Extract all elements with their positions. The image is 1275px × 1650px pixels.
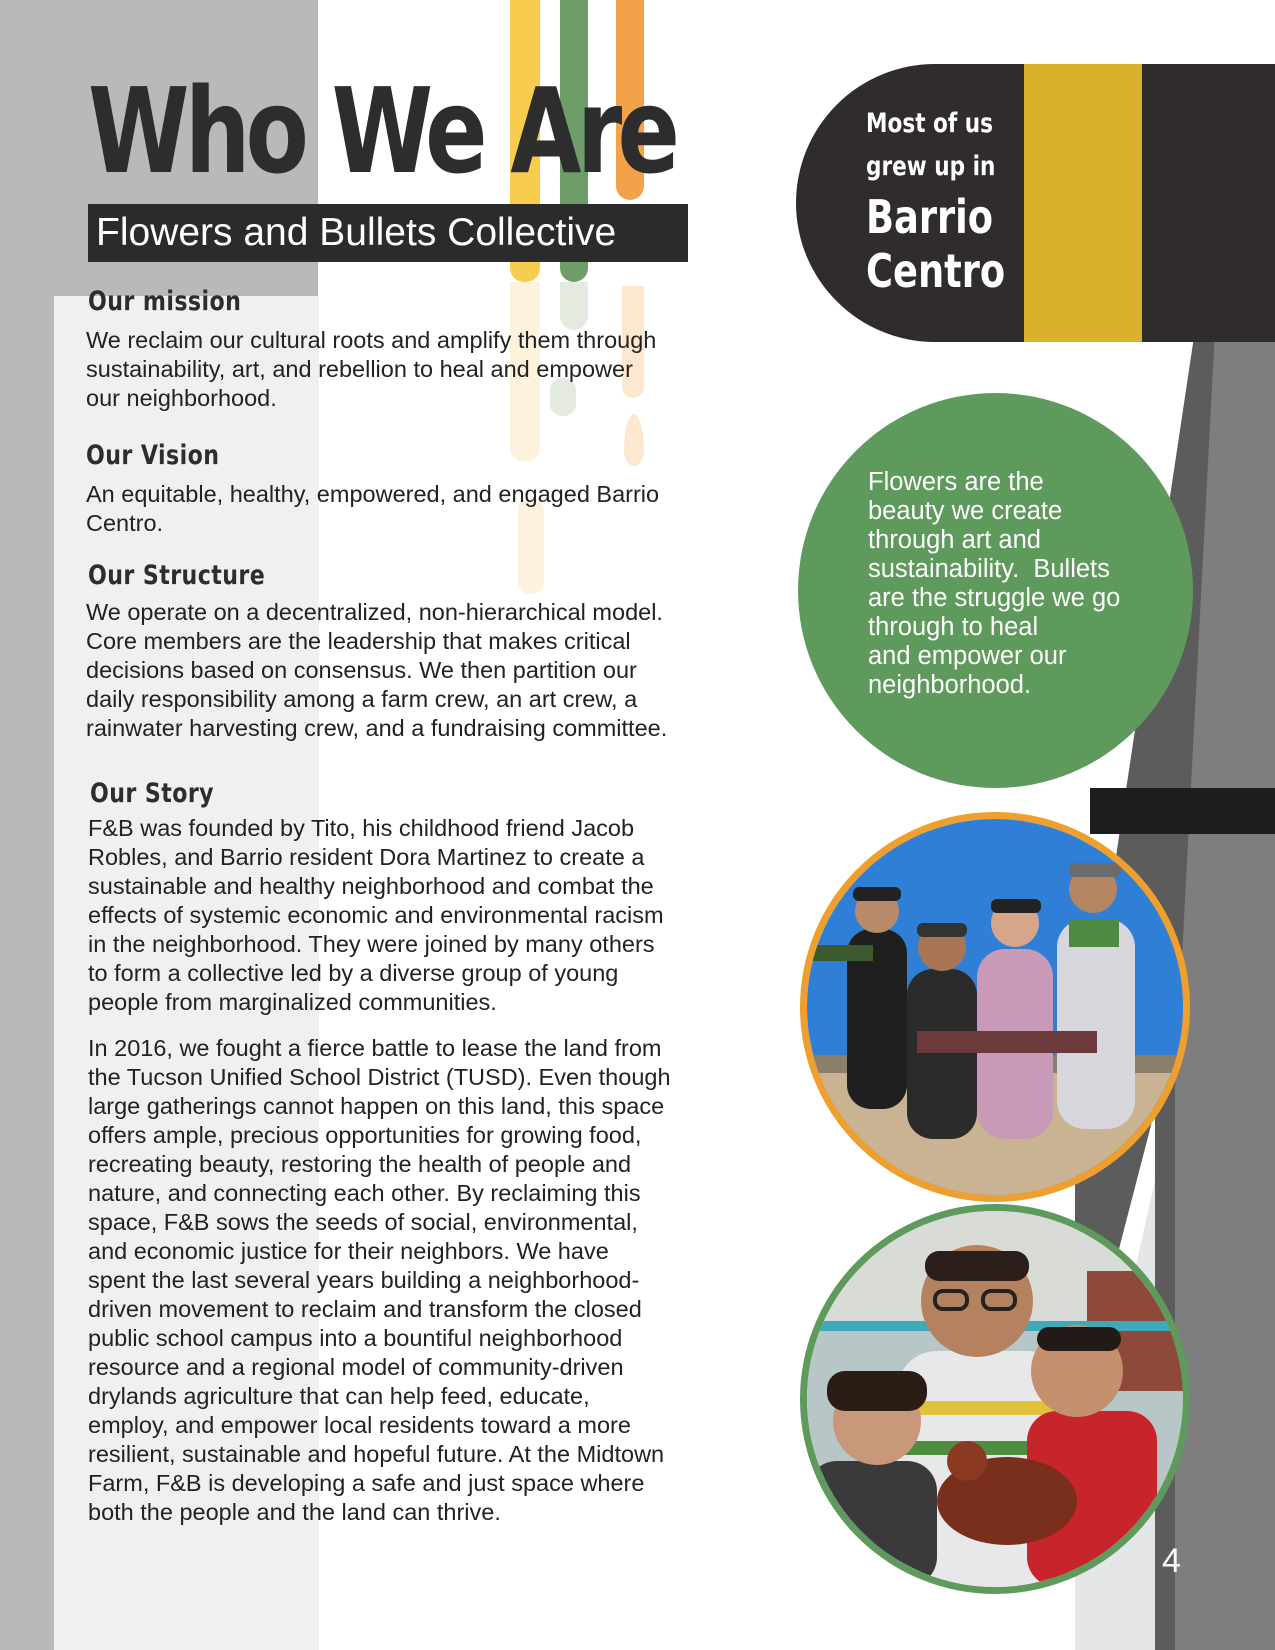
vision-heading: Our Vision: [86, 440, 220, 471]
story-text-paragraph-2: In 2016, we fought a fierce battle to lease the land from the Tucson Unified School District (TUSD). Even though large gatherings cannot happen on this land, this space offers ample, precious opportunities for growing food, recreating beauty, restoring the health of people and nature, and connecting each other. By reclaiming this space, F&B sows the seeds of social, environmental, and economic justice for their neighbors. We have spent the last several years building a neighborhood- driven movement to reclaim and transform the closed public school campus into a bountiful neighborhood resource and a regional model of community-driven drylands agriculture that can help feed, educate, employ, and empower local residents toward a more resilient, sustainable and hopeful future. At the Midtown Farm, F&B is developing a safe and just space where both the people and the land can thrive.: [88, 1035, 671, 1525]
page-subtitle: Flowers and Bullets Collective: [96, 211, 617, 254]
structure-heading: Our Structure: [88, 560, 266, 591]
quote-text: Flowers are the beauty we create through art and sustainability. Bullets are the struggle we go through to heal and empower our neighborhood.: [868, 468, 1121, 699]
road-line-band: [1090, 788, 1275, 834]
page-number: 4: [1162, 1542, 1181, 1580]
structure-text: We operate on a decentralized, non-hierarchical model. Core members are the leadership that makes critical decisions based on consensus. We then partition our daily responsibility among a farm crew, an art crew, a rainwater harvesting crew, and a fundraising committee.: [86, 599, 668, 741]
page-title: Who We Are: [88, 62, 676, 200]
callout-small-text: Most of us grew up in: [866, 108, 996, 182]
callout-big-text: Barrio Centro: [866, 190, 1006, 298]
crew-photo: [800, 812, 1190, 1202]
mission-heading: Our mission: [88, 286, 242, 317]
kids-photo: [800, 1204, 1190, 1594]
road-stripe: [1024, 64, 1142, 342]
kids-photo-image: [807, 1211, 1183, 1587]
mission-text: We reclaim our cultural roots and amplify them through sustainability, art, and rebellion to heal and empower our neighborhood.: [86, 327, 657, 411]
story-heading: Our Story: [90, 778, 214, 809]
story-text-paragraph-1: F&B was founded by Tito, his childhood friend Jacob Robles, and Barrio resident Dora Martinez to create a sustainable and healthy neighborhood and combat the effects of systemic economic and environmental racism in the neighborhood. They were joined by many others to form a collective led by a diverse group of young people from marginalized communities.: [88, 815, 664, 1015]
vision-text: An equitable, healthy, empowered, and engaged Barrio Centro.: [86, 481, 660, 536]
crew-photo-image: [807, 819, 1183, 1195]
